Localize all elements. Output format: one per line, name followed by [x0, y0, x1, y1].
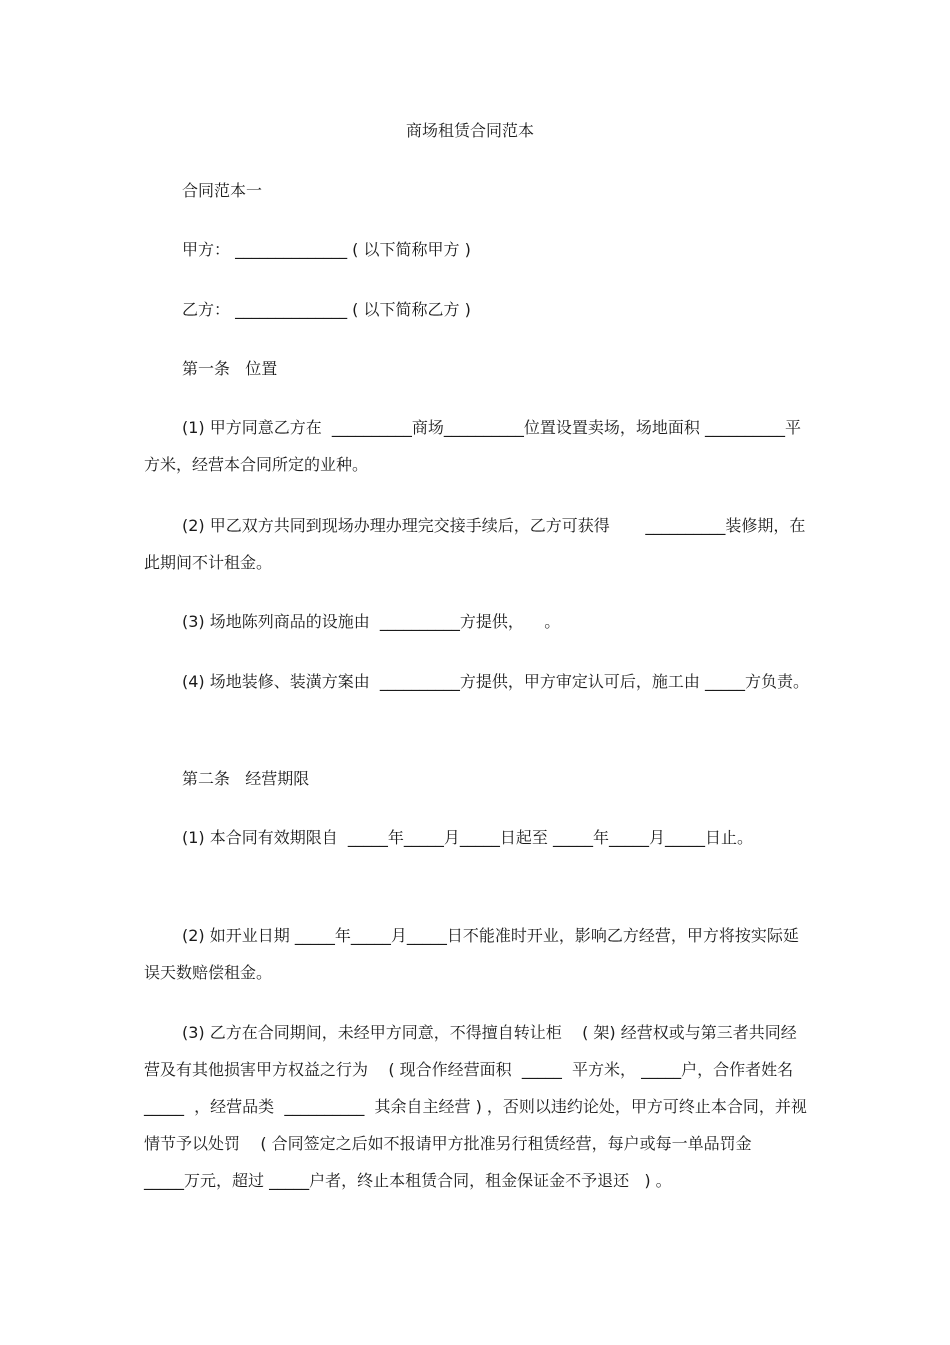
- article-2-clause-2: (2) 如开业日期 _____年_____月_____日不能准时开业，影响乙方经营，甲方将按实际延误天数赔偿租金。: [144, 926, 799, 982]
- template-label: 合同范本一: [182, 181, 263, 200]
- article-1-clause-1: (1) 甲方同意乙方在 __________商场__________位置设置卖场，场地面积 __________平方米，经营本合同所定的业种。: [144, 418, 802, 474]
- article-2-heading: 第二条 经营期限: [182, 769, 310, 788]
- article-1-heading: 第一条 位置: [182, 359, 278, 378]
- article-1-clause-3: (3) 场地陈列商品的设施由 __________方提供， 。: [182, 612, 561, 631]
- article-2-clause-1: (1) 本合同有效期限自 _____年_____月_____日起至 _____年_____月_____日止。: [182, 828, 754, 847]
- article-1-clause-4: (4) 场地装修、装潢方案由 __________方提供，甲方审定认可后，施工由 _____方负责。: [182, 672, 810, 691]
- article-1-clause-2: (2) 甲乙双方共同到现场办理办理完交接手续后，乙方可获得 __________装修期，在此期间不计租金。: [144, 516, 806, 572]
- party-b-line: 乙方： ______________ ( 以下简称乙方 ): [182, 300, 471, 319]
- party-a-line: 甲方： ______________ ( 以下简称甲方 ): [182, 240, 471, 259]
- article-2-clause-3: (3) 乙方在合同期间，未经甲方同意，不得擅自转让柜 ( 架) 经营权或与第三者共同经营及有其他损害甲方权益之行为 ( 现合作经营面积 _____ 平方米， _____户，合作者姓名 _____ ，经营品类 __________ 其余自主经营 ) ，否则以违约论处，甲方可终止本合同，并视情节予以处罚 ( 合同签定之后如不报请甲方批准另行租赁经营，每户或每一单品罚金 _____万元，超过 _____户者，终止本租赁合同，租金保证金不予退还 ) 。: [144, 1023, 807, 1190]
- document-title: 商场租赁合同范本: [405, 121, 534, 140]
